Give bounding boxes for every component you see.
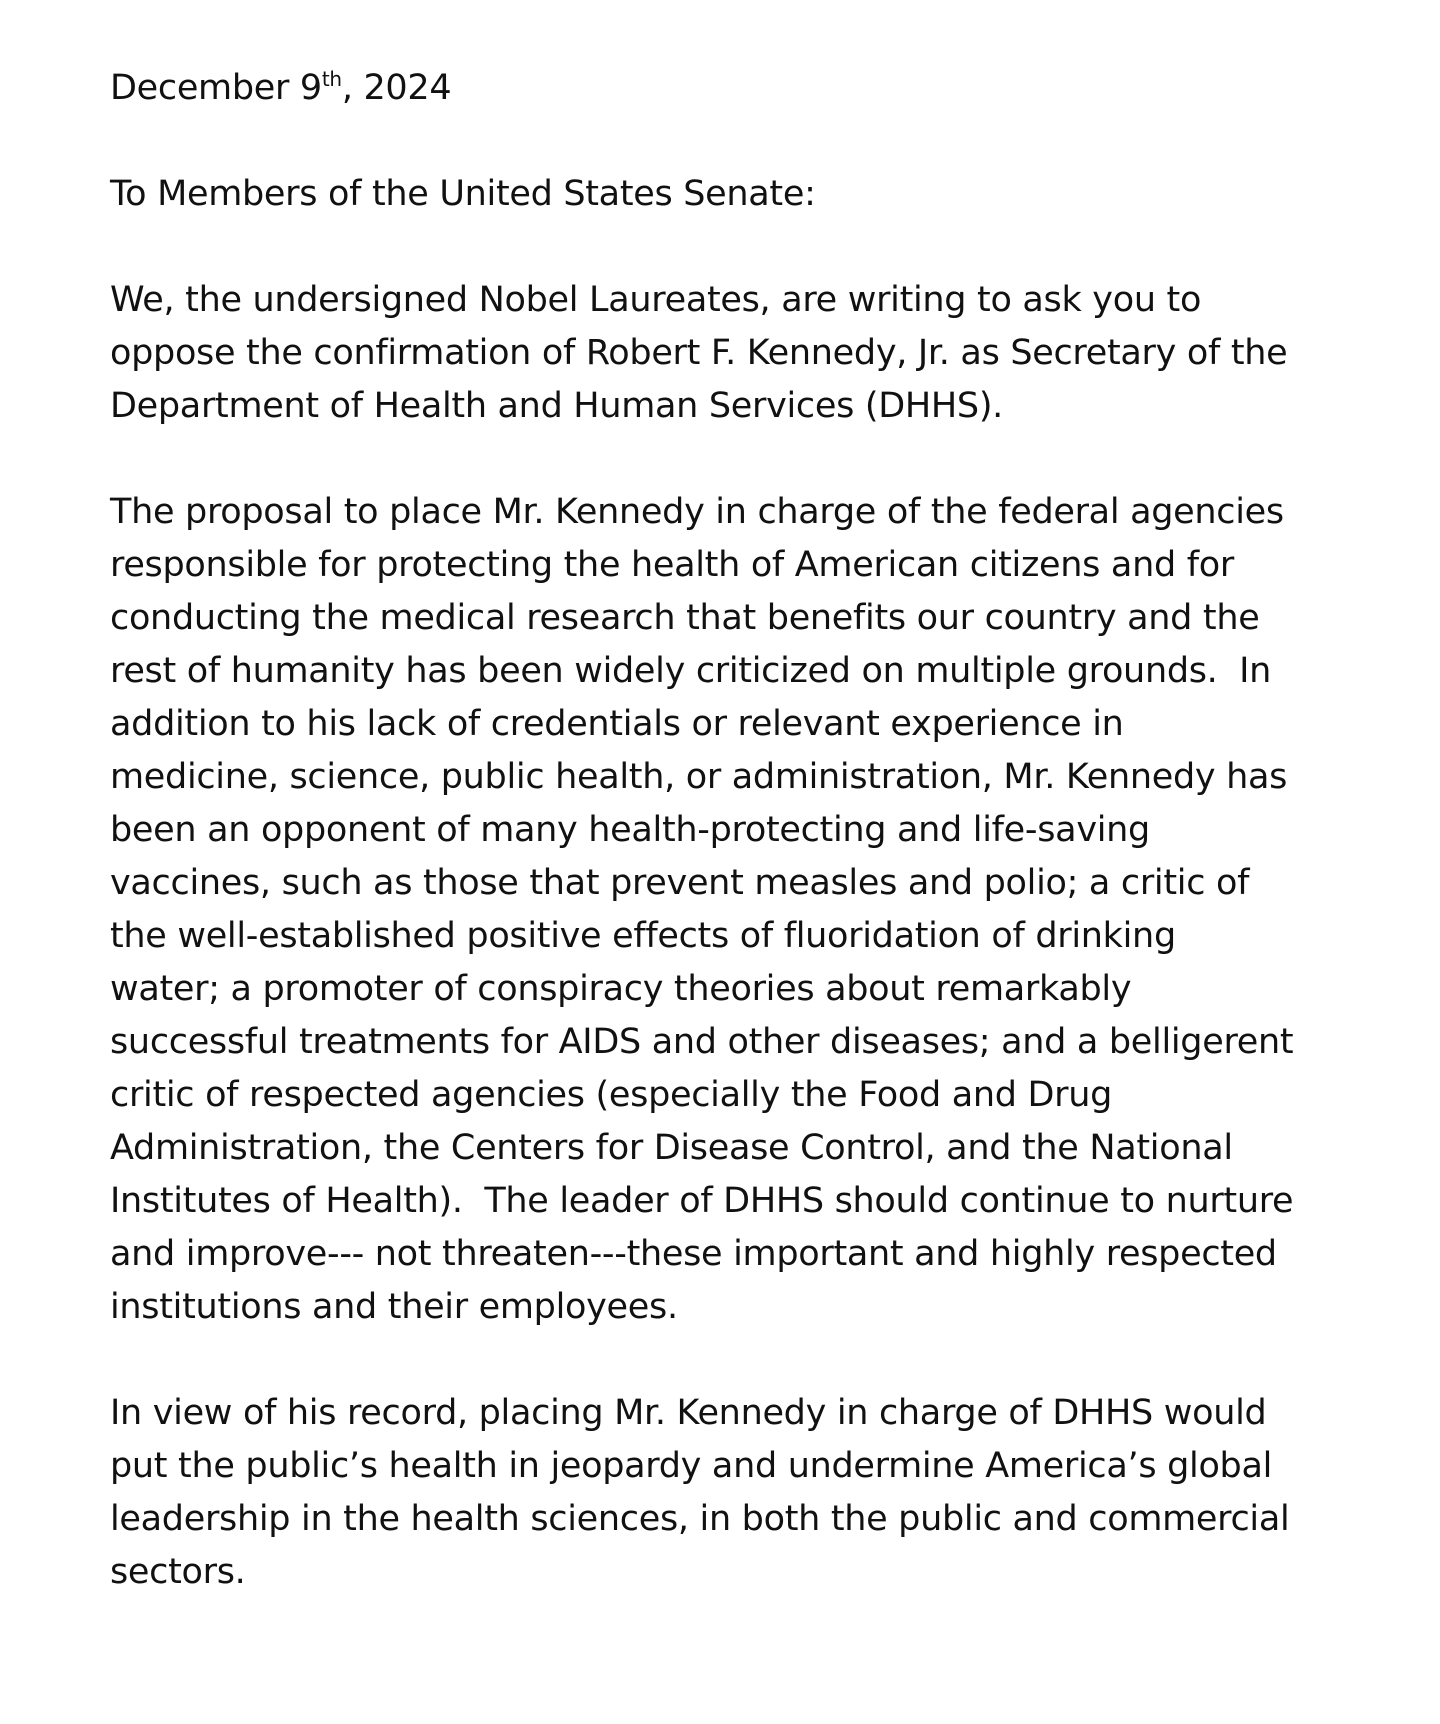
paragraph-line: conducting the medical research that benefits our country and the (110, 598, 1260, 638)
paragraph-line: rest of humanity has been widely criticized on multiple grounds. In (110, 651, 1272, 691)
paragraph-line: successful treatments for AIDS and other diseases; and a belligerent (110, 1022, 1294, 1062)
paragraph-line: institutions and their employees. (110, 1287, 678, 1327)
paragraph-line: vaccines, such as those that prevent measles and polio; a critic of (110, 863, 1250, 903)
paragraph-line: addition to his lack of credentials or relevant experience in (110, 704, 1124, 744)
date-year: , 2024 (341, 68, 452, 108)
paragraph-line: Institutes of Health). The leader of DHHS should continue to nurture (110, 1181, 1294, 1221)
paragraph-line: sectors. (110, 1552, 246, 1592)
letter-page (110, 62, 1360, 1599)
paragraph-line: Department of Health and Human Services (DHHS). (110, 386, 1004, 426)
date-month-day: December 9 (110, 68, 322, 108)
letter-date (110, 62, 1360, 115)
paragraph-line: water; a promoter of conspiracy theories about remarkably (110, 969, 1132, 1009)
paragraph-line: oppose the confirmation of Robert F. Kennedy, Jr. as Secretary of the (110, 333, 1288, 373)
paragraph-line: and improve--- not threaten---these important and highly respected (110, 1234, 1277, 1274)
paragraph-3 (110, 1387, 1360, 1599)
paragraph-line: critic of respected agencies (especially the Food and Drug (110, 1075, 1113, 1115)
paragraph-line: In view of his record, placing Mr. Kennedy in charge of DHHS would (110, 1393, 1267, 1433)
paragraph-line: the well-established positive effects of fluoridation of drinking (110, 916, 1176, 956)
paragraph-line: leadership in the health sciences, in both the public and commercial (110, 1499, 1290, 1539)
paragraph-line: We, the undersigned Nobel Laureates, are writing to ask you to (110, 280, 1202, 320)
paragraph-1 (110, 274, 1360, 433)
paragraph-line: medicine, science, public health, or administration, Mr. Kennedy has (110, 757, 1288, 797)
paragraph-2 (110, 486, 1360, 1334)
letter-salutation: To Members of the United States Senate: (110, 174, 816, 214)
paragraph-line: The proposal to place Mr. Kennedy in charge of the federal agencies (110, 492, 1284, 532)
paragraph-line: been an opponent of many health-protecting and life-saving (110, 810, 1150, 850)
date-ordinal-suffix: th (321, 67, 342, 91)
paragraph-line: put the public’s health in jeopardy and undermine America’s global (110, 1446, 1273, 1486)
paragraph-line: Administration, the Centers for Disease Control, and the National (110, 1128, 1233, 1168)
paragraph-line: responsible for protecting the health of American citizens and for (110, 545, 1234, 585)
